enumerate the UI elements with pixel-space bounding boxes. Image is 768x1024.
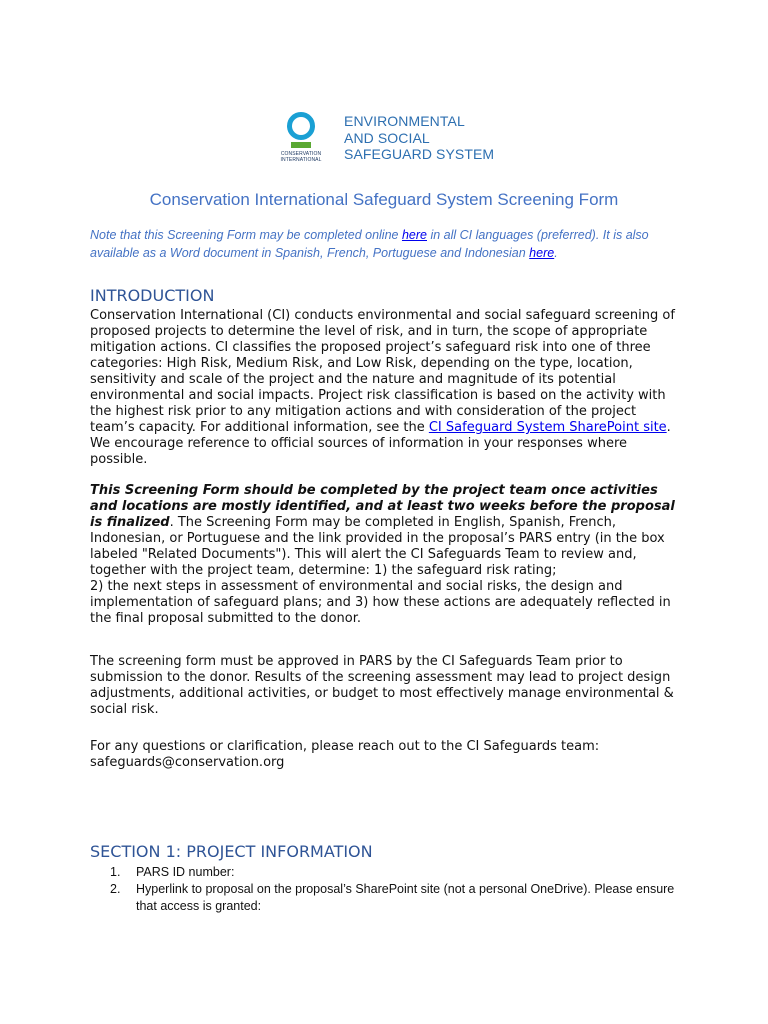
intro-text-1: Conservation International (CI) conducts environmental and social safeguard screening of proposed projects to determine the level of risk, and in turn, the scope of appropriate mitigation actions. CI classifies the proposed project’s safeguard risk into one of three categories: High Risk, Medium Risk, and Low Risk, depending on the type, location, sensitivity and scale of the project and the nature and magnitude of its potential environmental and social impacts. Project risk classification is based on the activity with the highest risk prior to any mitigation actions and with consideration of the project team’s capacity. For additional information, see the xyxy=(90,308,675,435)
approval-paragraph: The screening form must be approved in PARS by the CI Safeguards Team prior to submission to the donor. Results of the screening assessment may lead to project design adjustments, additional activities, or budget to most effectively manage environmental & social risk. xyxy=(90,654,674,717)
word-document-link[interactable]: here xyxy=(529,246,555,260)
completion-paragraph xyxy=(90,483,682,627)
page-title: Conservation International Safeguard System Screening Form xyxy=(149,190,619,209)
online-form-link[interactable]: here xyxy=(401,228,427,242)
list-item-number: 1. xyxy=(110,865,121,879)
section1-heading: SECTION 1: PROJECT INFORMATION xyxy=(90,842,373,861)
contact-text: For any questions or clarification, please reach out to the CI Safeguards team: xyxy=(90,739,600,754)
contact-paragraph xyxy=(90,739,682,771)
logo-line3: SAFEGUARD SYSTEM xyxy=(344,146,495,162)
note-text-2: in all CI languages (preferred). It is also available as a Word document in Spanish, French, Portuguese and Indonesian xyxy=(90,228,649,260)
list-item xyxy=(110,864,690,881)
introduction-paragraph xyxy=(90,308,682,468)
completion-text: . The Screening Form may be completed in English, Spanish, French, Indonesian, or Portuguese and the link provided in the proposal’s PARS entry (in the box labeled "Related Documents"). This will alert the CI Safeguards Team to review and, together with the project team, determine: 1) the safeguard risk rating; xyxy=(90,515,665,578)
online-note xyxy=(90,226,690,262)
intro-text-2: . We encourage reference to official sources of information in your responses where possible. xyxy=(90,420,671,467)
logo-bar-icon xyxy=(291,142,311,148)
project-info-list xyxy=(110,864,690,915)
logo-ring-icon xyxy=(287,112,315,140)
list-item-text: PARS ID number: xyxy=(136,865,235,879)
list-item xyxy=(110,881,690,915)
logo-line1: ENVIRONMENTAL xyxy=(344,113,465,129)
sharepoint-site-link[interactable]: CI Safeguard System SharePoint site xyxy=(428,420,667,435)
ci-logo-icon xyxy=(278,110,324,166)
contact-email: safeguards@conservation.org xyxy=(90,755,285,770)
note-text-3: . xyxy=(554,246,558,260)
logo-line2: AND SOCIAL xyxy=(344,129,430,146)
note-text-1: Note that this Screening Form may be completed online xyxy=(90,228,402,242)
introduction-heading: INTRODUCTION xyxy=(90,286,215,305)
logo-org-line1: CONSERVATION xyxy=(280,151,322,157)
logo-org-line2: INTERNATIONAL xyxy=(280,157,322,163)
completion-text-2: 2) the next steps in assessment of environmental and social risks, the design and implementation of safeguard plans; and 3) how these actions are adequately reflected in the final proposal submitted to the donor. xyxy=(90,579,671,626)
logo-org-name xyxy=(278,151,324,163)
completion-emphasis: This Screening Form should be completed by the project team once activities and locations are mostly identified, and at least two weeks before the proposal is finalized xyxy=(90,483,675,530)
list-item-text: Hyperlink to proposal on the proposal’s SharePoint site (not a personal OneDrive). Please ensure that access is granted: xyxy=(136,882,675,913)
logo-wordmark xyxy=(344,113,494,163)
list-item-number: 2. xyxy=(110,882,121,896)
ci-ess-logo xyxy=(278,110,508,166)
